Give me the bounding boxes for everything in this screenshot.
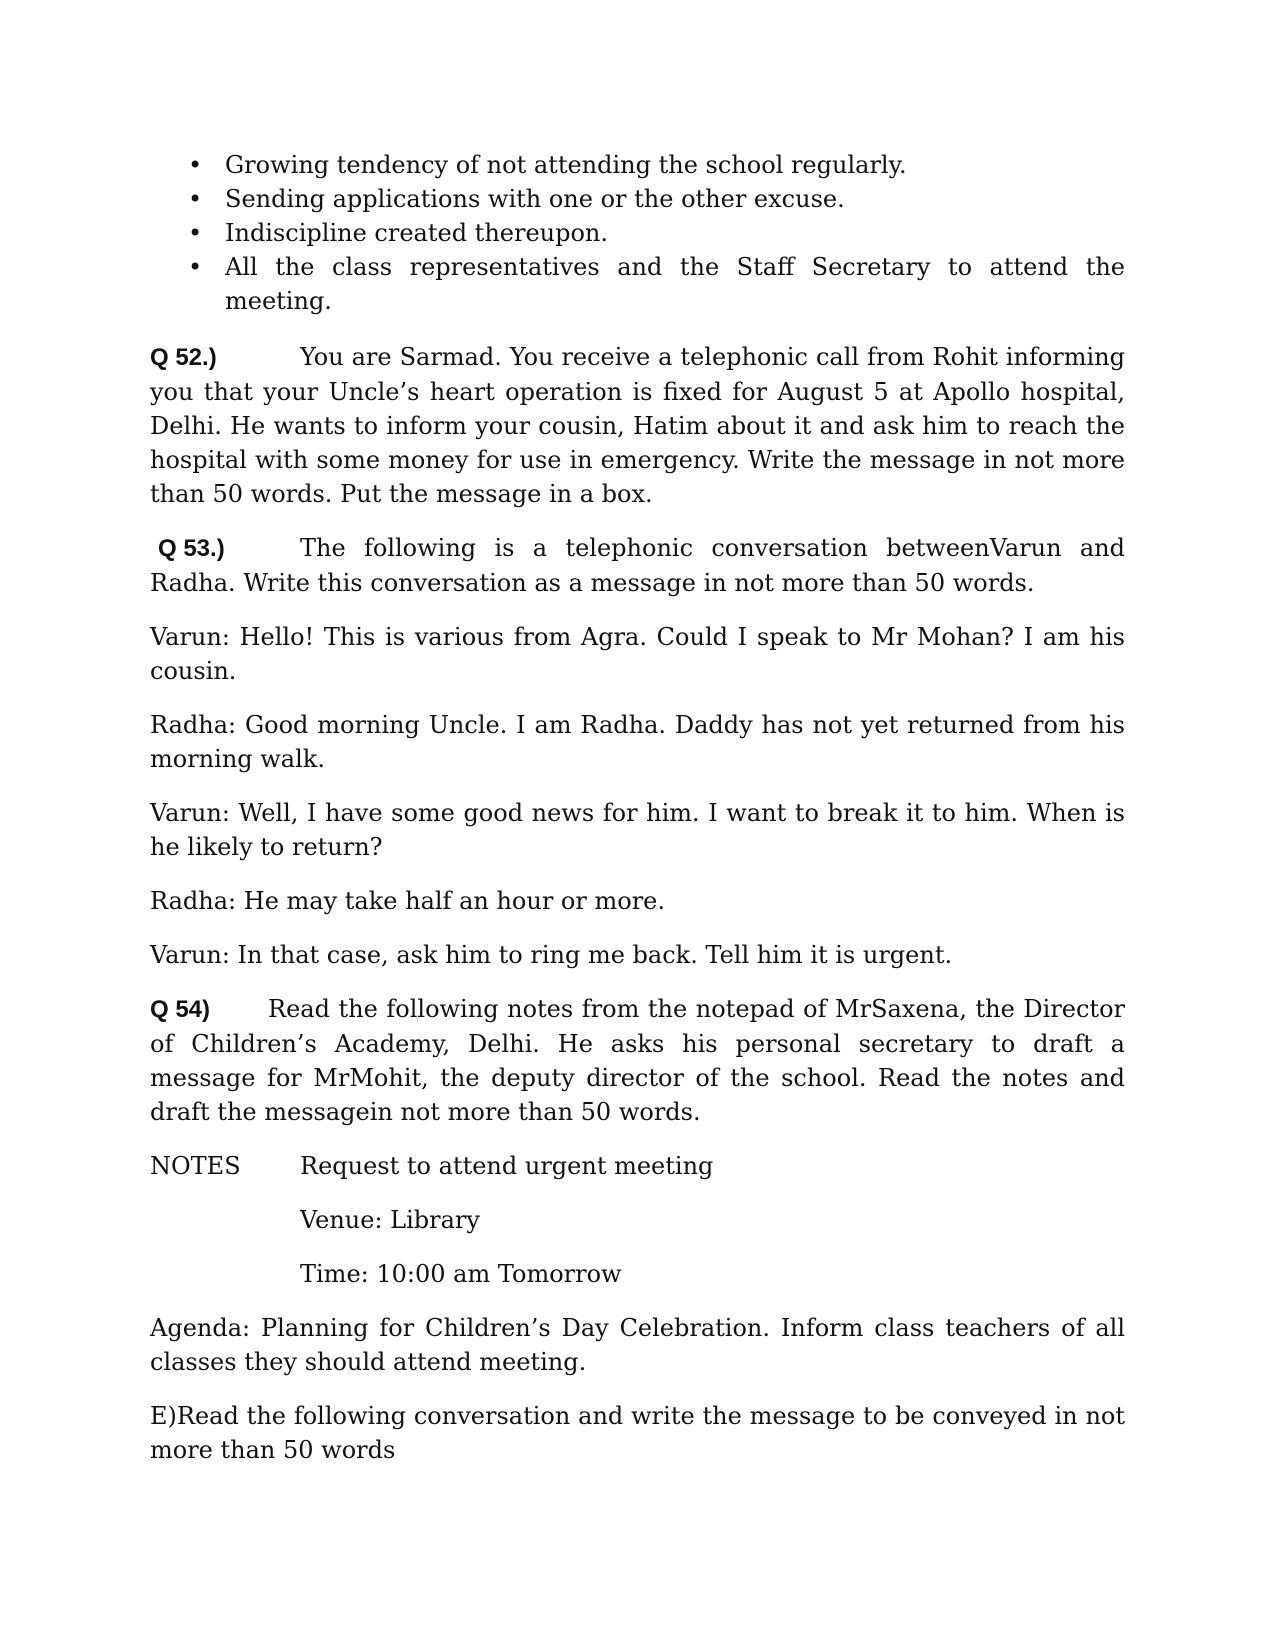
question-52 (150, 340, 1125, 511)
notes-line: Time: 10:00 am Tomorrow (300, 1260, 622, 1288)
notes-line: Venue: Library (300, 1206, 480, 1234)
question-label: Q 53.) (158, 535, 225, 562)
bullet-icon: • (188, 219, 203, 247)
bullet-item (150, 250, 1125, 318)
dialogue-line: Varun: Well, I have some good news for him. I want to break it to him. When is he likely to return? (150, 799, 1125, 861)
notes-row (150, 1203, 1125, 1237)
dialogue-line: Varun: Hello! This is various from Agra. Could I speak to Mr Mohan? I am his cousin. (150, 623, 1125, 685)
bullet-text: Sending applications with one or the other excuse. (225, 185, 845, 213)
bullet-item (150, 148, 1125, 182)
question-text: Read the following notes from the notepad of MrSaxena, the Director of Children’s Academy, Delhi. He asks his personal secretary to draft a message for MrMohit, the deputy director of the school. Read the notes and draft the messagein not more than 50 words. (150, 995, 1125, 1126)
bullet-text: Indiscipline created thereupon. (225, 219, 609, 247)
notes-block (150, 1149, 1125, 1291)
dialogue-line: Radha: He may take half an hour or more. (150, 887, 665, 915)
bullet-text: All the class representatives and the Staff Secretary to attend the meeting. (225, 253, 1125, 315)
question-label: Q 52.) (150, 344, 217, 371)
document-page (150, 148, 1125, 1487)
dialogue-line: Varun: In that case, ask him to ring me back. Tell him it is urgent. (150, 941, 953, 969)
notes-row (150, 1257, 1125, 1291)
section-e-paragraph: E)Read the following conversation and write the message to be conveyed in not more than 50 words (150, 1402, 1125, 1464)
bullet-icon: • (188, 185, 203, 213)
bullet-icon: • (188, 151, 203, 179)
bullet-item (150, 182, 1125, 216)
notes-row (150, 1149, 1125, 1183)
agenda-bullet-list (150, 148, 1125, 318)
question-label: Q 54) (150, 996, 211, 1023)
agenda-paragraph: Agenda: Planning for Children’s Day Celebration. Inform class teachers of all classes they should attend meeting. (150, 1314, 1125, 1376)
notes-heading: NOTES (150, 1152, 241, 1180)
bullet-icon: • (188, 253, 203, 281)
question-text: You are Sarmad. You receive a telephonic call from Rohit informing you that your Uncle’s heart operation is fixed for August 5 at Apollo hospital, Delhi. He wants to inform your cousin, Hatim about it and ask him to reach the hospital with some money for use in emergency. Write the message in not more than 50 words. Put the message in a box. (150, 343, 1125, 508)
notes-line: Request to attend urgent meeting (300, 1152, 714, 1180)
question-53 (150, 531, 1125, 600)
bullet-text: Growing tendency of not attending the school regularly. (225, 151, 907, 179)
bullet-item (150, 216, 1125, 250)
dialogue-line: Radha: Good morning Uncle. I am Radha. Daddy has not yet returned from his morning walk. (150, 711, 1125, 773)
question-text: The following is a telephonic conversation betweenVarun and Radha. Write this conversation as a message in not more than 50 words. (150, 534, 1125, 597)
question-54 (150, 992, 1125, 1129)
